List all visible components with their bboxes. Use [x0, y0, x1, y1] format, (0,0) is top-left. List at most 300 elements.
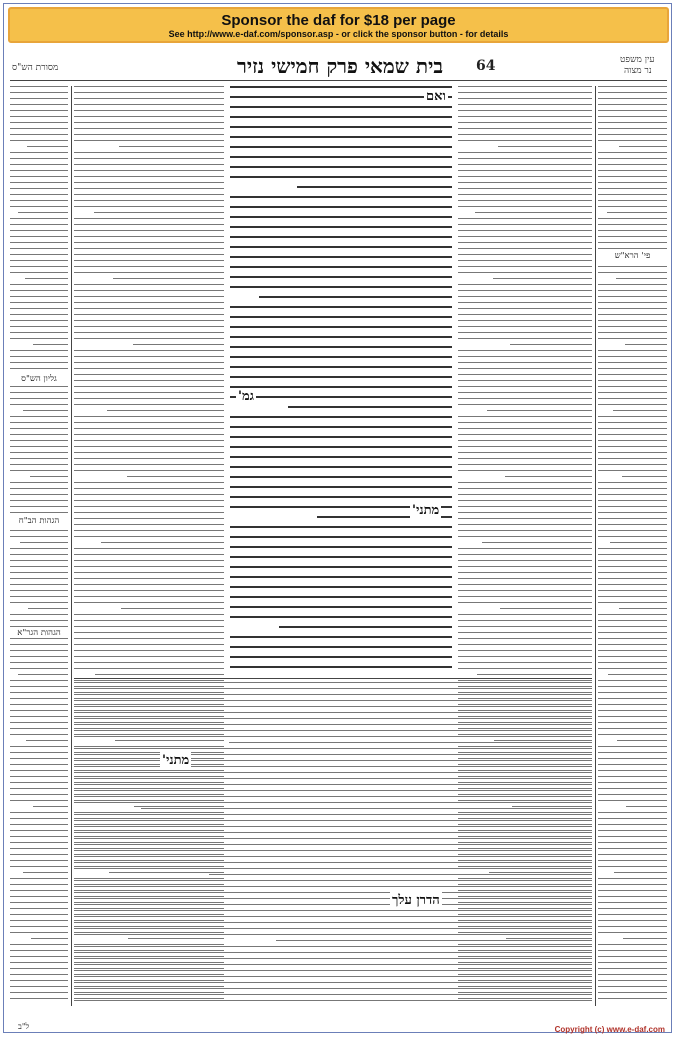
text-line: [598, 104, 667, 105]
text-line: [23, 872, 68, 873]
text-line: [458, 518, 592, 519]
text-line: [10, 140, 68, 141]
text-line: [10, 560, 68, 561]
text-line: [10, 962, 68, 963]
text-line: [74, 976, 592, 977]
text-line: [10, 926, 68, 927]
text-line: [133, 344, 225, 345]
text-line: [598, 464, 667, 465]
text-line: [598, 194, 667, 195]
text-line: [10, 446, 68, 447]
text-line: [458, 254, 592, 255]
text-line: [10, 398, 68, 399]
text-line: [458, 536, 592, 537]
page-marker: ל"ב: [18, 1022, 30, 1031]
text-line: [598, 122, 667, 123]
text-line: [10, 914, 68, 915]
text-line: [74, 230, 224, 231]
text-line: [598, 722, 667, 723]
text-line: [622, 476, 667, 477]
text-line: [10, 596, 68, 597]
text-line: [33, 806, 68, 807]
text-line: [74, 838, 592, 839]
text-line: [10, 332, 68, 333]
text-line: [458, 452, 592, 453]
text-line: [74, 754, 592, 755]
text-line: [598, 602, 667, 603]
text-line: [74, 892, 592, 893]
text-line: [10, 284, 68, 285]
text-line: [598, 650, 667, 651]
text-line: [10, 818, 68, 819]
text-line: [598, 314, 667, 315]
text-line: [74, 452, 224, 453]
text-line: [74, 706, 592, 707]
text-line: [74, 368, 224, 369]
text-line: [27, 146, 68, 147]
text-line: [230, 396, 452, 398]
text-line: [458, 386, 592, 387]
text-line: [74, 566, 224, 567]
text-line: [10, 602, 68, 603]
text-line: [458, 332, 592, 333]
text-line: [230, 276, 452, 278]
text-line: [10, 572, 68, 573]
text-line: [598, 716, 667, 717]
text-line: [74, 578, 224, 579]
text-line: [10, 776, 68, 777]
text-line: [74, 644, 224, 645]
text-line: [458, 92, 592, 93]
text-line: [74, 152, 224, 153]
text-line: [598, 686, 667, 687]
text-line: [598, 332, 667, 333]
text-line: [230, 136, 452, 138]
text-line: [230, 466, 452, 468]
page-title: בית שמאי פרק חמישי נזיר: [237, 54, 443, 78]
text-line: [598, 188, 667, 189]
text-line: [505, 476, 592, 477]
text-line: [10, 722, 68, 723]
text-line: [623, 938, 667, 939]
text-line: [458, 560, 592, 561]
text-line: [127, 476, 225, 477]
text-line: [230, 556, 452, 558]
text-line: [10, 908, 68, 909]
text-line: [10, 296, 68, 297]
text-line: [74, 784, 592, 785]
text-line: [10, 500, 68, 501]
text-line: [598, 980, 667, 981]
text-line: [598, 338, 667, 339]
text-line: [23, 410, 68, 411]
text-line: [74, 332, 224, 333]
text-line: [598, 860, 667, 861]
text-line: [10, 992, 68, 993]
text-line: [10, 980, 68, 981]
text-line: [598, 878, 667, 879]
text-line: [458, 440, 592, 441]
text-line: [598, 824, 667, 825]
text-line: [74, 694, 592, 695]
text-line: [619, 608, 667, 609]
text-line: [458, 368, 592, 369]
text-line: [458, 374, 592, 375]
text-line: [598, 668, 667, 669]
text-line: [458, 296, 592, 297]
text-line: [458, 362, 592, 363]
text-line: [230, 116, 452, 118]
text-line: [458, 488, 592, 489]
text-line: [598, 734, 667, 735]
text-line: [598, 308, 667, 309]
text-line: [230, 616, 452, 618]
text-line: [598, 626, 667, 627]
text-line: [475, 212, 592, 213]
text-line: [10, 218, 68, 219]
text-line: [598, 998, 667, 999]
text-line: [74, 116, 224, 117]
text-line: [74, 614, 224, 615]
column-divider: [71, 86, 72, 1006]
text-line: [10, 770, 68, 771]
text-line: [74, 326, 224, 327]
text-line: [230, 336, 452, 338]
text-line: [230, 376, 452, 378]
text-line: [458, 578, 592, 579]
text-line: [10, 458, 68, 459]
text-line: [74, 736, 592, 737]
text-line: [458, 632, 592, 633]
text-line: [230, 356, 452, 358]
text-line: [10, 302, 68, 303]
text-line: [458, 164, 592, 165]
text-line: [458, 650, 592, 651]
text-line: [598, 812, 667, 813]
text-line: [74, 506, 224, 507]
text-line: [598, 170, 667, 171]
text-line: [74, 982, 592, 983]
text-line: [74, 680, 224, 681]
text-line: [598, 560, 667, 561]
text-line: [10, 650, 68, 651]
text-line: [458, 86, 592, 87]
text-line: [598, 632, 667, 633]
text-line: [458, 308, 592, 309]
text-line: [74, 760, 592, 761]
text-line: [74, 134, 224, 135]
text-line: [458, 524, 592, 525]
text-line: [74, 512, 224, 513]
text-line: [598, 284, 667, 285]
text-line: [74, 970, 592, 971]
text-line: [10, 758, 68, 759]
text-line: [229, 742, 592, 743]
text-line: [458, 266, 592, 267]
text-line: [74, 946, 592, 947]
text-line: [598, 482, 667, 483]
text-line: [598, 290, 667, 291]
text-line: [74, 632, 224, 633]
text-line: [74, 650, 224, 651]
page-footer: [10, 1016, 667, 1034]
text-line: [10, 836, 68, 837]
text-line: [10, 104, 68, 105]
text-line: [598, 248, 667, 249]
text-line: [598, 518, 667, 519]
rash-heading: פי' הרא"ש: [598, 250, 667, 261]
text-line: [598, 500, 667, 501]
text-line: [74, 218, 224, 219]
text-line: [458, 620, 592, 621]
text-line: [74, 92, 224, 93]
text-line: [10, 152, 68, 153]
text-line: [10, 206, 68, 207]
sponsor-banner[interactable]: [8, 7, 669, 43]
text-line: [74, 766, 592, 767]
text-line: [598, 920, 667, 921]
text-line: [458, 392, 592, 393]
text-line: [74, 458, 224, 459]
text-line: [74, 404, 224, 405]
text-line: [500, 608, 592, 609]
text-line: [10, 128, 68, 129]
text-line: [74, 530, 224, 531]
keyword-hadran: הדרן עלך: [392, 893, 440, 908]
text-line: [10, 878, 68, 879]
text-line: [74, 572, 224, 573]
text-line: [74, 820, 592, 821]
text-line: [614, 872, 667, 873]
text-line: [458, 530, 592, 531]
text-line: [10, 716, 68, 717]
sponsor-title[interactable]: Sponsor the daf for $18 per page: [221, 12, 456, 29]
text-line: [598, 896, 667, 897]
text-line: [10, 698, 68, 699]
text-line: [230, 236, 452, 238]
text-line: [10, 242, 68, 243]
text-line: [598, 470, 667, 471]
text-line: [74, 638, 224, 639]
text-line: [10, 656, 68, 657]
text-line: [458, 110, 592, 111]
text-line: [230, 606, 452, 608]
text-line: [458, 572, 592, 573]
text-line: [10, 134, 68, 135]
text-line: [477, 674, 592, 675]
text-line: [458, 260, 592, 261]
sponsor-subtitle[interactable]: See http://www.e-daf.com/sponsor.asp - or click the sponsor button - for details: [168, 29, 509, 39]
text-line: [598, 710, 667, 711]
text-line: [230, 526, 452, 528]
text-line: [10, 260, 68, 261]
text-line: [598, 110, 667, 111]
text-line: [598, 416, 667, 417]
text-line: [74, 850, 592, 851]
text-line: [141, 808, 592, 809]
text-line: [458, 218, 592, 219]
text-line: [230, 446, 452, 448]
text-line: [598, 590, 667, 591]
text-line: [598, 488, 667, 489]
text-line: [598, 986, 667, 987]
text-line: [279, 626, 452, 628]
text-line: [10, 356, 68, 357]
text-line: [598, 884, 667, 885]
text-line: [458, 140, 592, 141]
text-line: [10, 230, 68, 231]
text-line: [10, 194, 68, 195]
text-line: [598, 440, 667, 441]
talmud-page: [10, 52, 667, 1014]
keyword-mishnah-2: מתני': [162, 753, 190, 768]
text-line: [458, 284, 592, 285]
text-line: [10, 566, 68, 567]
text-line: [458, 326, 592, 327]
text-line: [74, 158, 224, 159]
text-line: [230, 576, 452, 578]
text-line: [74, 422, 224, 423]
text-line: [598, 848, 667, 849]
text-line: [74, 170, 224, 171]
text-line: [458, 554, 592, 555]
text-line: [74, 470, 224, 471]
text-line: [458, 350, 592, 351]
text-line: [10, 350, 68, 351]
text-line: [230, 496, 452, 498]
text-line: [74, 682, 592, 683]
text-line: [74, 832, 592, 833]
text-line: [487, 410, 592, 411]
text-line: [10, 170, 68, 171]
text-line: [598, 434, 667, 435]
text-line: [10, 704, 68, 705]
text-line: [10, 338, 68, 339]
text-line: [230, 596, 452, 598]
text-line: [458, 302, 592, 303]
copyright-link[interactable]: Copyright (c) www.e-daf.com: [554, 1025, 665, 1034]
text-line: [598, 962, 667, 963]
text-line: [598, 842, 667, 843]
text-line: [598, 200, 667, 201]
text-line: [74, 602, 224, 603]
text-line: [10, 182, 68, 183]
text-line: [74, 260, 224, 261]
text-line: [74, 500, 224, 501]
text-line: [74, 224, 224, 225]
text-line: [10, 866, 68, 867]
text-line: [230, 386, 452, 388]
text-line: [10, 554, 68, 555]
text-line: [10, 464, 68, 465]
text-line: [458, 98, 592, 99]
text-line: [113, 278, 224, 279]
text-line: [74, 320, 224, 321]
text-line: [598, 638, 667, 639]
text-line: [10, 944, 68, 945]
text-line: [230, 176, 452, 178]
text-line: [616, 278, 667, 279]
text-line: [10, 200, 68, 201]
section-divider: [74, 678, 592, 679]
text-line: [230, 316, 452, 318]
text-line: [458, 338, 592, 339]
text-line: [510, 344, 592, 345]
text-line: [598, 446, 667, 447]
text-line: [288, 406, 452, 408]
text-line: [10, 728, 68, 729]
text-line: [74, 826, 592, 827]
text-line: [10, 266, 68, 267]
text-line: [74, 748, 592, 749]
text-line: [74, 524, 224, 525]
text-line: [230, 426, 452, 428]
margin-column-left: [10, 86, 68, 1006]
text-line: [598, 614, 667, 615]
text-line: [74, 434, 224, 435]
text-line: [10, 974, 68, 975]
text-line: [598, 92, 667, 93]
text-line: [10, 290, 68, 291]
text-line: [230, 96, 452, 98]
text-line: [10, 890, 68, 891]
text-line: [598, 950, 667, 951]
text-line: [10, 782, 68, 783]
text-line: [74, 868, 592, 869]
text-line: [598, 794, 667, 795]
text-line: [598, 704, 667, 705]
text-line: [74, 110, 224, 111]
text-line: [613, 410, 667, 411]
text-line: [598, 86, 667, 87]
text-line: [10, 584, 68, 585]
text-line: [74, 182, 224, 183]
text-line: [230, 456, 452, 458]
text-line: [74, 272, 224, 273]
keyword-vaem: ואם: [426, 89, 446, 104]
text-line: [74, 488, 224, 489]
text-line: [458, 176, 592, 177]
text-line: [121, 608, 225, 609]
text-line: [10, 506, 68, 507]
text-line: [230, 566, 452, 568]
text-line: [74, 302, 224, 303]
text-line: [10, 122, 68, 123]
text-line: [230, 646, 452, 648]
text-line: [10, 830, 68, 831]
text-line: [25, 278, 68, 279]
text-line: [598, 584, 667, 585]
text-line: [74, 188, 224, 189]
text-line: [10, 386, 68, 387]
text-line: [625, 344, 667, 345]
text-line: [74, 662, 224, 663]
text-line: [74, 242, 224, 243]
text-line: [598, 362, 667, 363]
text-line: [598, 752, 667, 753]
text-line: [10, 638, 68, 639]
text-line: [458, 614, 592, 615]
text-line: [598, 230, 667, 231]
text-line: [10, 92, 68, 93]
text-line: [458, 320, 592, 321]
text-line: [610, 542, 667, 543]
text-line: [74, 122, 224, 123]
text-line: [458, 224, 592, 225]
text-line: [598, 680, 667, 681]
text-line: [598, 902, 667, 903]
text-line: [458, 590, 592, 591]
